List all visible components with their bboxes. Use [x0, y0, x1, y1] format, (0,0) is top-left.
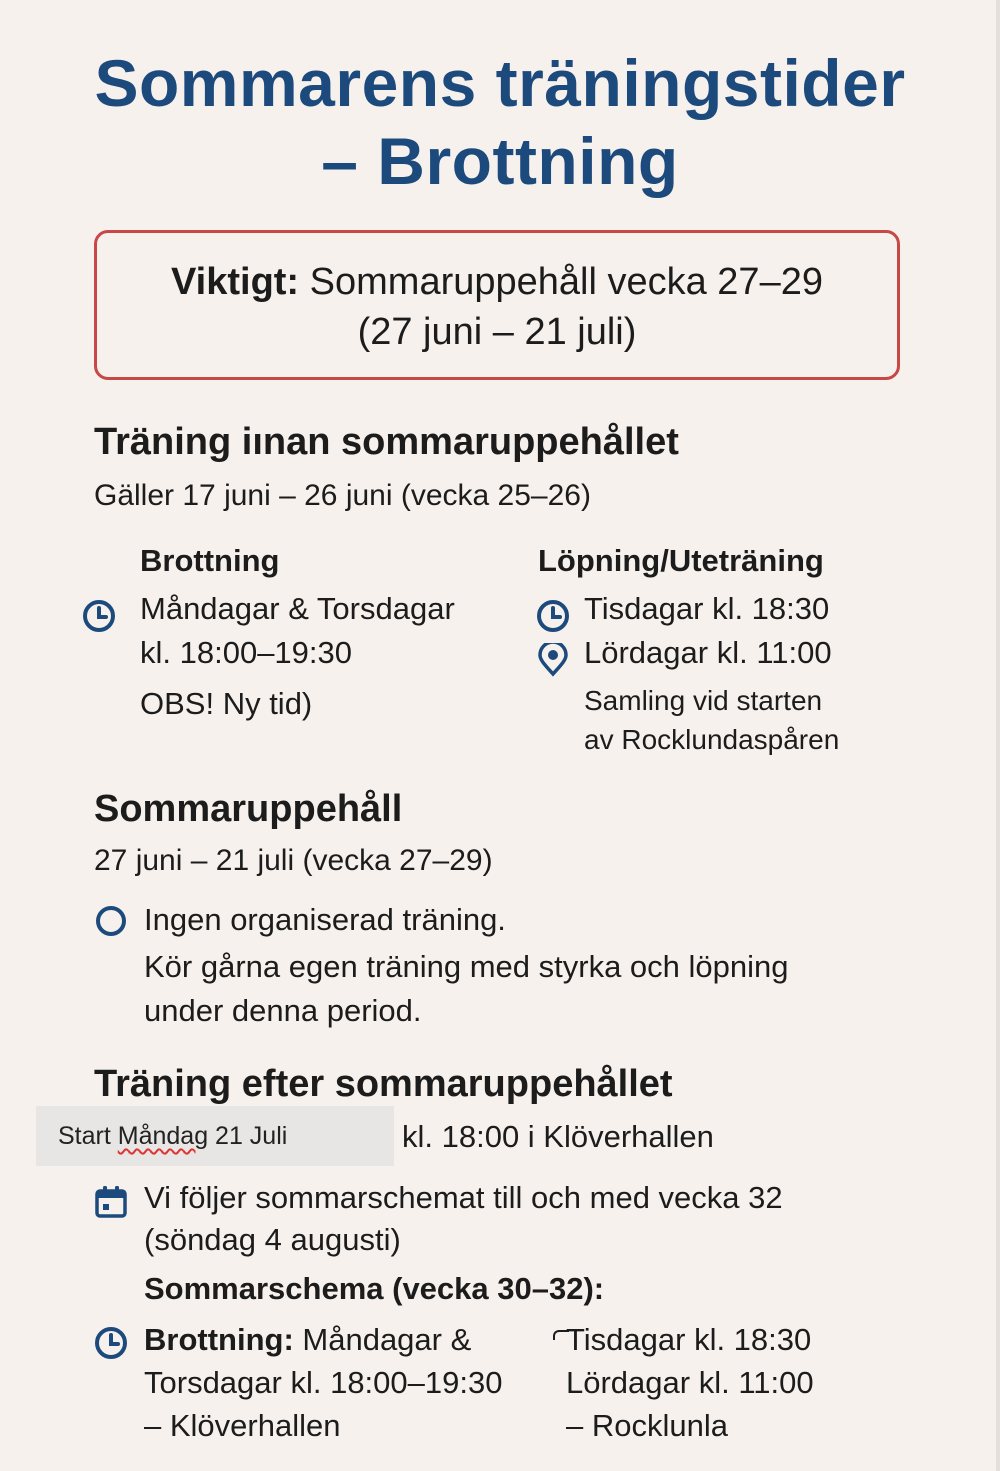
start-label-word: Måndag — [117, 1122, 209, 1150]
summer-run-line3: – Rocklunla — [566, 1408, 728, 1443]
notice-text: Sommaruppehåll vecka 27–29 — [309, 261, 823, 303]
wrestling-time: kl. 18:00–19:30 — [140, 635, 353, 670]
clock-icon — [94, 1326, 128, 1360]
page-title-line1: Sommarens träningstider — [94, 46, 906, 120]
notice-dates: (27 juni – 21 juli) — [357, 311, 637, 353]
notice-box — [94, 230, 900, 380]
follow-line1: Vi följer sommarschemat till och med vecka 32 — [144, 1180, 783, 1215]
break-heading: Sommaruppehåll — [94, 788, 403, 830]
follow-line2: (söndag 4 augusti) — [144, 1222, 401, 1257]
clock-icon — [82, 599, 116, 633]
summer-wrestling-line2: Torsdagar kl. 18:00–19:30 — [144, 1365, 503, 1400]
summer-wrestling-line1 — [144, 1319, 471, 1361]
wrestling-note: OBS! Ny tid) — [140, 686, 313, 721]
break-line1: Ingen organiserad träning. — [144, 902, 506, 937]
running-line1: Tisdagar kl. 18:30 — [584, 591, 830, 626]
summer-wrestling-days: Måndagar & — [293, 1322, 472, 1357]
calendar-icon — [94, 1185, 128, 1219]
right-edge — [996, 0, 1000, 1471]
summer-wrestling-line3: – Klöverhallen — [144, 1408, 341, 1443]
start-date-field[interactable] — [36, 1106, 394, 1166]
running-title: Löpning/Uteträning — [538, 543, 824, 578]
circle-icon — [94, 904, 128, 938]
break-line2: Kör gårna egen träning med styrka och löpning — [144, 949, 789, 984]
summer-run-line1: Tisdagar kl. 18:30 — [566, 1322, 812, 1357]
summer-wrestling-label: Brottning: — [144, 1322, 294, 1357]
schedule-heading: Sommarschema (vecka 30–32): — [144, 1271, 605, 1306]
after-heading: Träning efter sommaruppehållet — [94, 1063, 673, 1105]
before-heading: Träning iınan sommaruppehållet — [94, 421, 679, 463]
notice-label: Viktigt: — [171, 261, 300, 303]
start-label-pre: Start — [58, 1122, 118, 1150]
page-title-line2: – Brottning — [321, 124, 679, 198]
break-dates: 27 juni – 21 juli (vecka 27–29) — [94, 844, 493, 877]
wrestling-days: Måndagar & Torsdagar — [140, 591, 455, 626]
wrestling-title: Brottning — [140, 543, 280, 578]
running-meet1: Samling vid starten — [584, 685, 823, 716]
running-line2: Lördagar kl. 11:00 — [584, 635, 832, 670]
start-rest: kl. 18:00 i Klöverhallen — [402, 1119, 714, 1154]
running-meet2: av Rocklundaspåren — [584, 724, 840, 755]
location-pin-icon — [536, 643, 570, 677]
start-label-post: 21 Juli — [208, 1122, 288, 1150]
clock-icon — [536, 599, 570, 633]
before-valid: Gäller 17 juni – 26 juni (vecka 25–26) — [94, 479, 591, 512]
summer-run-line2: Lördagar kl. 11:00 — [566, 1365, 814, 1400]
break-line3: under denna period. — [144, 993, 422, 1028]
